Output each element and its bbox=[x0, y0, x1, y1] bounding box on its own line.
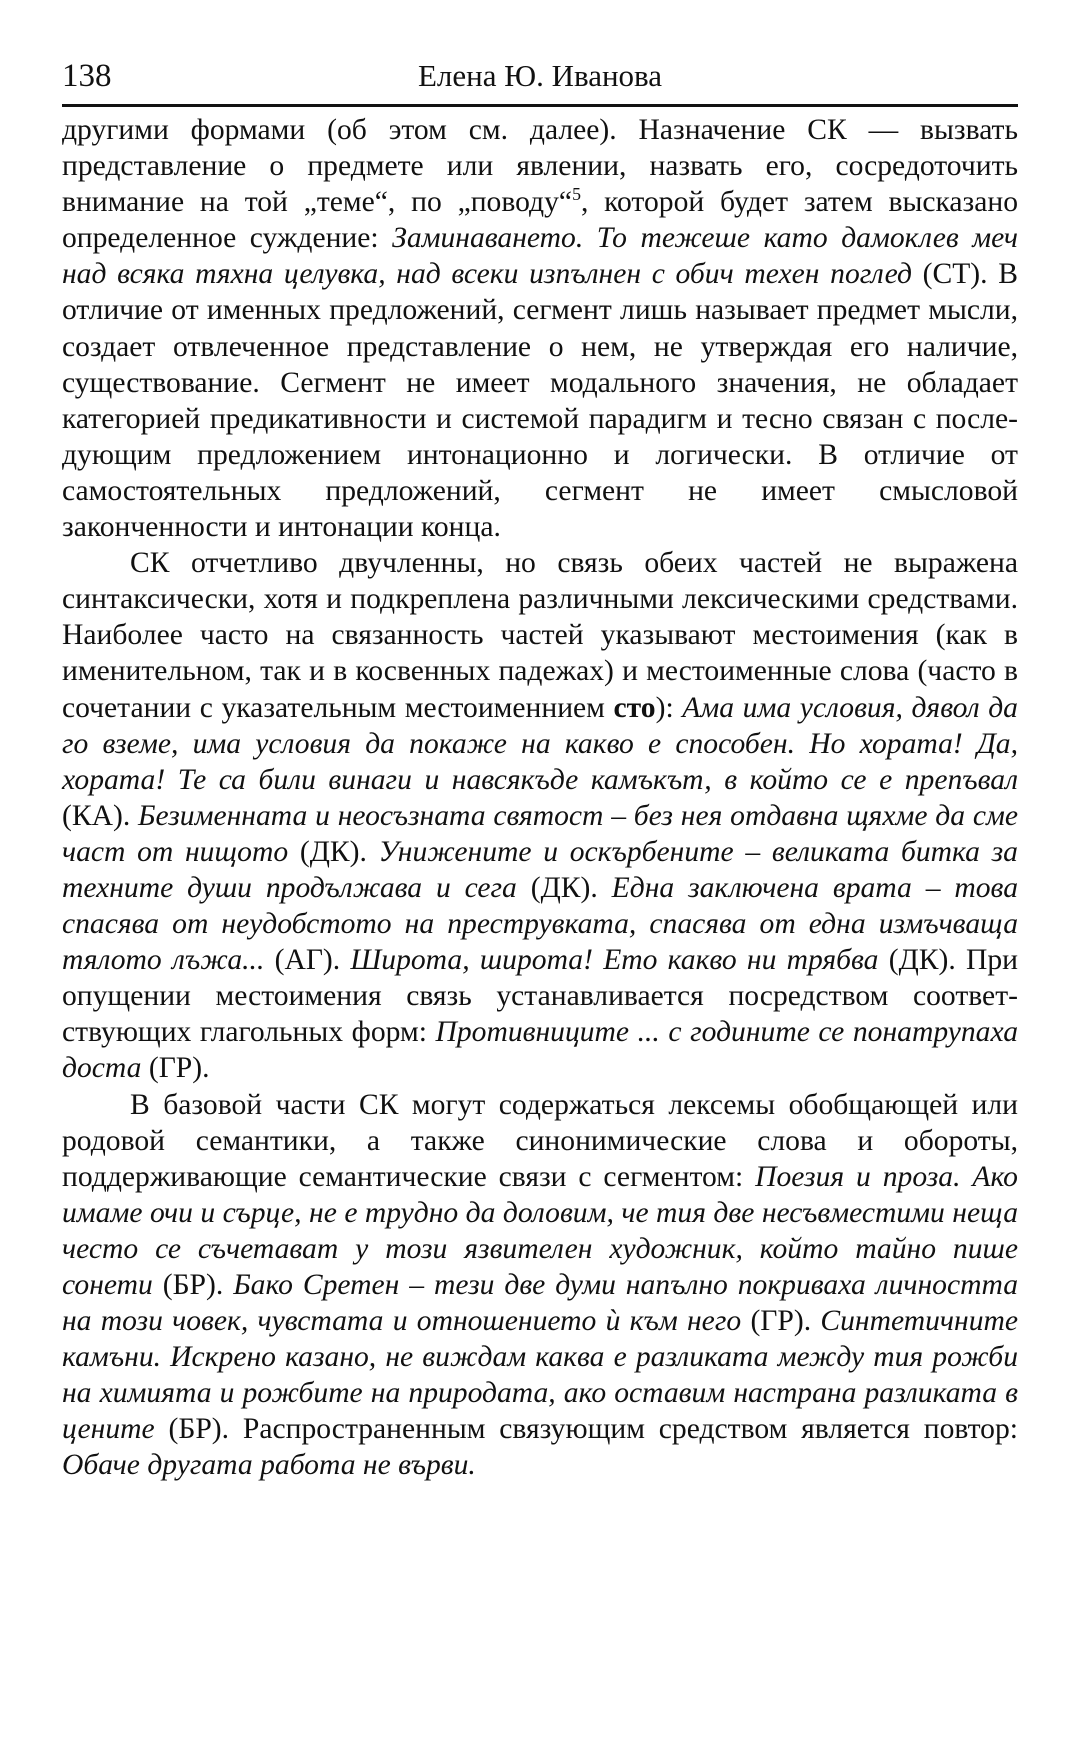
example-quote: Поезия и проза. Ако имаме очи и сърце, не е трудно да доловим, че тия две несъвместими неща често се съчетават у този язвителен художник, който тайно пише сонети bbox=[62, 1160, 1018, 1301]
text-run: (БР). Распространенным связующим средством является повтор: bbox=[154, 1413, 1018, 1446]
text-run: (КА). bbox=[62, 799, 139, 832]
text-run: (ДК). bbox=[516, 871, 612, 904]
example-quote: Заминаването. То тежеше като дамоклев меч над всяка тяхна целувка, над всеки изпълнен с обич техен поглед bbox=[62, 222, 1018, 291]
text-run: (ДК). bbox=[288, 835, 379, 868]
paragraph-1 bbox=[62, 112, 1018, 545]
text-run: СК отчетливо двучленны, но связь обеих частей не выражена синтаксически, хотя и подкреплена различными лексическими средствами. Наиболее часто на связанность частей указывают местоимения (как в именительном, так и в косвенных падежах) и местоименные слова (часто в сочетании с указательным местоименнием bbox=[62, 547, 1018, 724]
example-quote: Обаче другата работа не върви. bbox=[62, 1449, 476, 1482]
running-head-author: Елена Ю. Иванова bbox=[417, 58, 663, 93]
body-text bbox=[62, 112, 1018, 1484]
example-quote: Широта, широта! Ето какво ни трябва bbox=[350, 944, 879, 977]
paragraph-3 bbox=[62, 1087, 1018, 1484]
example-quote: Ама има условия, дявол да го вземе, има условия да покаже на какво е способен. Но хората! Да, хората! Те са били винаги и навсякъде камъкът, в който се е препъвал bbox=[62, 691, 1018, 796]
text-run: (БР). bbox=[152, 1269, 234, 1301]
text-run: (АГ). bbox=[264, 944, 351, 977]
page-header bbox=[62, 56, 1018, 107]
example-quote: Синтетичните камъни. Искрено казано, не виждам каква е разликата между тия рожби на химията и рожбите на природата, ако оставим настрана разликата в цените bbox=[62, 1305, 1018, 1446]
paragraph-2 bbox=[62, 545, 1018, 1086]
text-run: (ГР). bbox=[741, 1305, 821, 1338]
text-run: (ГР). bbox=[141, 1052, 210, 1085]
text-run: ): bbox=[655, 691, 683, 724]
text-run: (СТ). В отличие от именных предложений, сегмент лишь называет предмет мысли, создает отвлеченное представление о нем, не утверждая его наличие, существование. Сегмент не имеет модального значения, не обладает категорией предикативности и системой парадигм и тесно связан с последующим предложением интонационно и логически. В отличие от самостоятельных предложений, сегмент не имеет смысловой законченности и интонации конца. bbox=[62, 258, 1018, 544]
example-quote: Противниците ... с годините се понатрупаха доста bbox=[62, 1016, 1018, 1085]
text-run: (ДК). При опущении местоимения связь устанавливается посредством соответствующих глагольных форм: bbox=[62, 944, 1018, 1049]
example-quote: Унижените и оскърбените – великата битка за техните души продължава и сега bbox=[62, 835, 1018, 904]
text-run: В базовой части СК могут содержаться лексемы обобщающей или родовой семантики, а также синонимические слова и обороты, поддерживающие семантические связи с сегментом: bbox=[62, 1088, 1018, 1193]
bold-term: сто bbox=[613, 691, 656, 724]
text-run: другими формами (об этом см. далее). Назначение СК — вызвать представление о предмете или явлении, назвать его, сосредоточить внимание на той „теме“, по „поводу“ bbox=[62, 114, 1018, 219]
text-run: , которой будет затем высказано определенное суждение: bbox=[62, 186, 1019, 255]
example-quote: Една заключена врата – това спасява от неудобстото на преструвката, спасява от една измъчваща тялото лъжа... bbox=[62, 871, 1018, 977]
footnote-ref: 5 bbox=[572, 184, 581, 205]
page-number: 138 bbox=[62, 58, 112, 94]
example-quote: Бако Сретен – тези две думи напълно покриваха личността на този човек, чувстата и отношението ѝ към него bbox=[62, 1269, 1019, 1338]
example-quote: Безименната и неосъзната святост – без нея отдавна щяхме да сме част от нищото bbox=[62, 799, 1018, 868]
